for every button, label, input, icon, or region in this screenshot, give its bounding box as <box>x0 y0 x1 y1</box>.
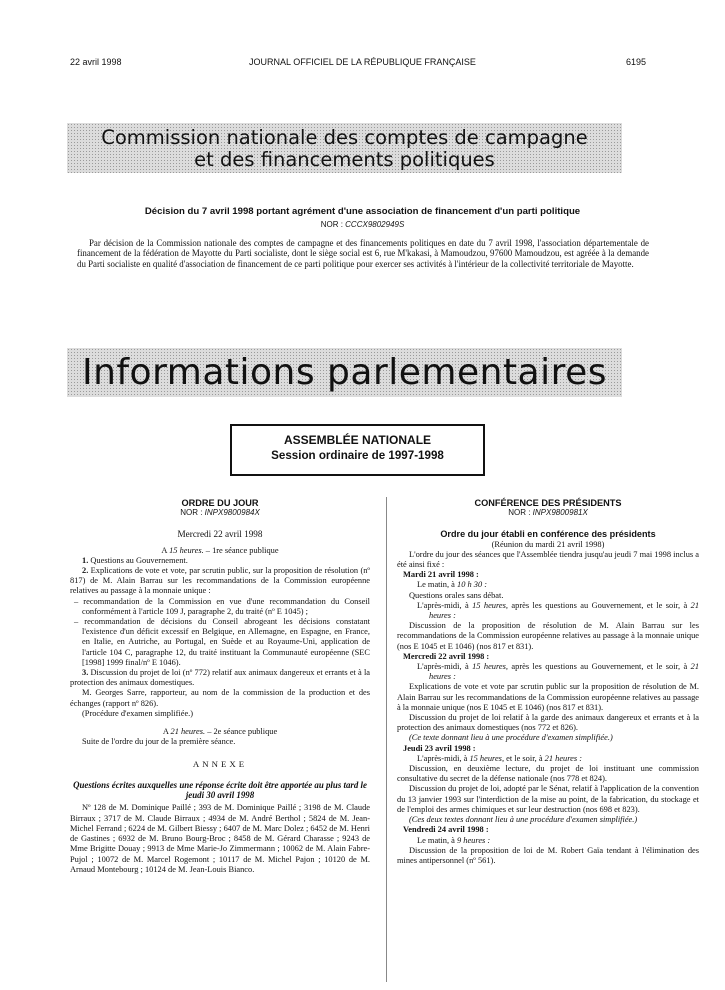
time-value: 21 heures : <box>544 753 583 763</box>
seance-label: – 1re séance publique <box>205 545 279 555</box>
seance-time: 21 heures. <box>170 727 206 737</box>
time-prefix: Le matin, à <box>417 580 455 590</box>
day-heading: Jeudi 23 avril 1998 : <box>403 743 476 753</box>
time-text: après les questions au Gouvernement, et le soir, à <box>511 662 688 672</box>
conference-nor <box>397 508 699 518</box>
annexe-title: Questions écrites auxquelles une réponse écrite doit être apportée au plus tard le jeudi 30 avril 1998 <box>73 779 367 801</box>
informations-banner: Informations parlementaires <box>67 348 622 397</box>
commission-banner <box>67 123 622 173</box>
item-number: 1. <box>82 555 89 565</box>
seance-heading <box>70 546 370 556</box>
day-heading: Vendredi 24 avril 1998 : <box>403 825 489 835</box>
session-text: Discussion, en deuxième lecture, du projet de loi instituant une commission consultative du secret de la défense nationale (nos 778 et 824). <box>397 764 699 784</box>
time-value: 9 heures : <box>457 835 491 845</box>
nor-code: CCCX9802949S <box>345 220 405 229</box>
procedure-note: (Ce texte donnant lieu à une procédure d'examen simplifiée.) <box>409 733 613 743</box>
commission-banner-line2: et des financements politiques <box>194 148 495 171</box>
procedure-note: (Ces deux textes donnant lieu à une procédure d'examen simplifiée.) <box>409 815 638 825</box>
session-text: Discussion du projet de loi relatif à la garde des animaux dangereux et errants et à la protection des animaux domestiques (nos 772 et 826). <box>397 713 699 733</box>
nor-label: NOR : <box>320 220 343 229</box>
item-text: Explications de vote et vote, par scrutin public, sur la proposition de résolution (nº 817) de M. Alain Barrau sur les recommandations de la Commission européenne relatives au passage à la monnaie unique : <box>70 566 371 596</box>
item-number: 2. <box>82 566 89 576</box>
item-text: Questions au Gouvernement. <box>90 555 188 565</box>
day-heading: Mercredi 22 avril 1998 : <box>403 651 490 661</box>
session-time <box>397 601 699 621</box>
time-value: 21 heures : <box>429 662 700 682</box>
ordre-du-jour-column <box>70 498 370 875</box>
session-time <box>397 662 699 682</box>
session-text: Explications de vote et vote par scrutin public sur la proposition de résolution de M. Alain Barrau sur les recommandations de la Commission européenne relatives au passage à la monnaie unique (nos E 1045 et E 1046) (nos 817 et 831). <box>397 682 699 712</box>
decision-title: Décision du 7 avril 1998 portant agrément d'une association de financement d'un parti politique <box>144 206 581 217</box>
session-text: Discussion du projet de loi, adopté par le Sénat, relatif à l'application de la convention du 13 janvier 1993 sur l'interdiction de la mise au point, de la fabrication, du stockage et de l'emploi des armes chimiques et sur leur destruction (nos 698 et 823). <box>397 784 699 814</box>
decision-nor <box>70 220 655 229</box>
decision-text: Par décision de la Commission nationale des comptes de campagne et des financements politiques en date du 7 avril 1998, l'association départementale de financement de la fédération de Mayotte du Parti socialiste, dont le siège social est 6, rue M'kakasi, à Mamoudzou, 97600 Mamoudzou, est agréée à la demande du Parti socialiste en qualité d'association de financement de ce parti politique pour exercer ses activités à l'intérieur de la collectivité territoriale de Mayotte. <box>77 238 649 269</box>
reunion-date: (Réunion du mardi 21 avril 1998) <box>491 539 605 549</box>
session-text: Questions orales sans débat. <box>409 590 504 600</box>
nor-label: NOR : <box>508 508 531 518</box>
ordre-du-jour-heading: ORDRE DU JOUR <box>181 498 259 508</box>
seance-label: – 2e séance publique <box>207 727 278 737</box>
time-prefix: L'après-midi, à <box>417 600 469 610</box>
annexe-text: Nº 128 de M. Dominique Paillé ; 393 de M. Dominique Paillé ; 3198 de M. Claude Birraux ; 3717 de M. Claude Birraux ; 4934 de M. André Berthol ; 5824 de M. Jean-Michel Ferrand ; 6224 de M. Gilbert Biessy ; 6407 de M. Marc Dolez ; 6452 de M. Henri de Gastines ; 6932 de M. Bruno Bourg-Broc ; 8458 de M. Gérard Charasse ; 9243 de Mme Brigitte Douay ; 9913 de Mme Marie-Jo Zimmermann ; 10062 de M. Alain Fabre-Pujol ; 10072 de M. Marcel Rogemont ; 10117 de M. Michel Pajon ; 10120 de M. Arnaud Montebourg ; 10124 de M. Jean-Louis Bianco. <box>70 803 370 874</box>
item-number: 3. <box>82 668 89 678</box>
column-divider <box>386 497 387 982</box>
time-text: et le soir, à <box>506 753 543 763</box>
seance-prefix: A <box>161 545 167 555</box>
nor-code: INPX9800984X <box>204 508 260 518</box>
time-prefix: L'après-midi, à <box>417 662 469 672</box>
time-value: 15 heures, <box>472 662 508 672</box>
time-prefix: Le matin, à <box>417 835 455 845</box>
agenda-item <box>70 566 370 597</box>
rapporteur-text: M. Georges Sarre, rapporteur, au nom de la commission de la production et des échanges (rapport nº 826). <box>70 688 370 708</box>
conference-heading: CONFÉRENCE DES PRÉSIDENTS <box>474 498 622 508</box>
time-value: 15 heures, <box>472 600 508 610</box>
header-journal: JOURNAL OFFICIEL DE LA RÉPUBLIQUE FRANÇAISE <box>249 57 476 67</box>
day-heading: Mardi 21 avril 1998 : <box>403 570 479 580</box>
nor-code: INPX9800981X <box>532 508 588 518</box>
seance-heading <box>70 727 370 737</box>
seance-time: 15 heures. <box>169 545 204 555</box>
session-title: Session ordinaire de 1997-1998 <box>271 449 444 462</box>
date-heading: Mercredi 22 avril 1998 <box>177 529 263 540</box>
agenda-subitem: – recommandation de décisions du Conseil abrogeant les décisions constatant l'existence d'un déficit excessif en Belgique, en Allemagne, en Espagne, en France, en Italie, en Autriche, au Portugal, en Suède et au Royaume-Uni, application de l'article 104 C, paragraphe 12, du traité instituant la Communauté européenne (SEC [1998] 1999 final/nº E 1046). <box>74 617 370 667</box>
agenda-item <box>70 668 370 688</box>
agenda-item <box>70 556 370 566</box>
session-text: Discussion de la proposition de loi de M. Robert Gaïa tendant à l'élimination des mines antipersonnel (nº 561). <box>397 845 699 865</box>
annexe-heading: ANNEXE <box>192 759 248 770</box>
assemblee-box <box>230 424 485 476</box>
assemblee-title: ASSEMBLÉE NATIONALE <box>283 433 432 447</box>
session-text: Discussion de la proposition de résolution de M. Alain Barrau sur les recommandations de la Commission européenne relatives au passage à la monnaie unique (nos E 1045 et E 1046) (nos 817 et 831). <box>397 621 699 651</box>
seance-prefix: A <box>162 727 169 737</box>
agenda-subitem: – recommandation de la Commission en vue d'une recommandation du Conseil conformément à l'article 109 J, paragraphe 2, du traité (nº E 1045) ; <box>74 596 370 616</box>
session-time <box>397 580 699 590</box>
time-value: 15 heures, <box>469 753 505 763</box>
commission-banner-line1: Commission nationale des comptes de campagne <box>101 126 588 149</box>
nor-label: NOR : <box>180 508 203 518</box>
time-value: 10 h 30 : <box>457 580 488 590</box>
time-text: après les questions au Gouvernement, et le soir, à <box>511 600 688 610</box>
ordre-du-jour-nor <box>70 508 370 518</box>
intro-text: L'ordre du jour des séances que l'Assemblée tiendra jusqu'au jeudi 7 mai 1998 inclus a été ainsi fixé : <box>397 549 699 570</box>
seance-text: Suite de l'ordre du jour de la première séance. <box>82 737 236 747</box>
session-time <box>397 754 699 764</box>
header-page-number: 6195 <box>626 57 647 67</box>
time-prefix: L'après-midi, à <box>417 753 468 763</box>
time-value: 21 heures : <box>429 600 700 621</box>
conference-subtitle: Ordre du jour établi en conférence des présidents <box>440 529 656 540</box>
session-time <box>397 836 699 846</box>
item-text: Discussion du projet de loi (nº 772) relatif aux animaux dangereux et errants et à la protection des animaux domestiques. <box>70 668 370 688</box>
procedure-note: (Procédure d'examen simplifiée.) <box>82 708 194 718</box>
header-date: 22 avril 1998 <box>70 57 122 67</box>
conference-column <box>397 498 699 866</box>
